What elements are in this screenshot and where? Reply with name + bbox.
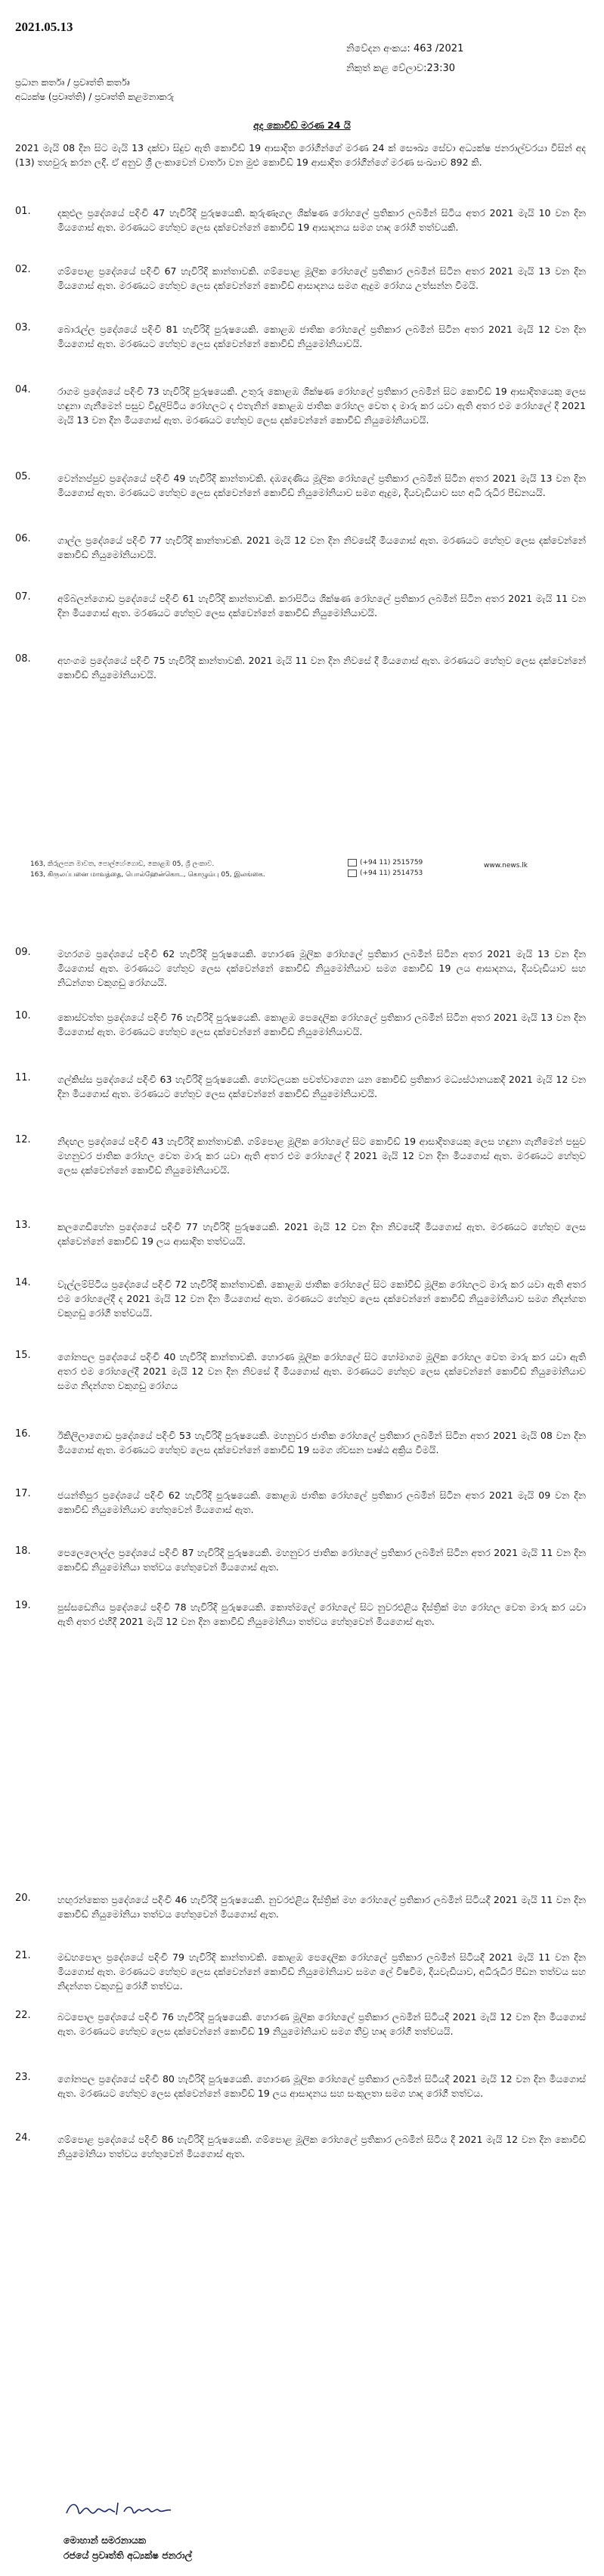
item-text: වැල්ලම්පිටිය ප්‍රදේශයේ පදිංචි 72 හැවිරිදි කාන්තාවකි. කොළඹ ජාතික රෝහලේ සිට කෝවිඩ් මූලික රෝහලට මාරු කර යවා ඇති අතර එම රෝහලේදී ද 2021 මැයි 12 වන දින මියගොස් ඇත. මරණයට හේතුව ලෙස දක්වෙන්නේ කොවිඩ් නියුමෝනියාව සමග නිදන්ගත වකුගඩු රෝගී තත්වයයි. bbox=[57, 1279, 586, 1319]
item-text: ගල්කිස්ස ප්‍රදේශයේ පදිංචි 63 හැවිරිදි පුරුෂයෙකි. හෝටලයක පවත්වාගෙන යන කොවිඩ් ප්‍රතිකාර මධ්‍යස්ථානයකදී 2021 මැයි 12 වන දින මියගොස් ඇත. මරණයට හේතුව ලෙස දක්වෙන්නේ කොවිඩ් නියුමෝනියාවයි. bbox=[57, 1074, 586, 1099]
address-sinhala: 163, කිරුලපන මාවත, පොල්හේංගොඩ, කොළඹ 05, ශ්‍රී ලංකාව. bbox=[30, 860, 215, 868]
fax: (+94 11) 2514753 bbox=[360, 870, 423, 877]
signatory-name: මොහාන් සමරනායක bbox=[63, 2534, 146, 2546]
signature-image bbox=[63, 2495, 177, 2525]
item-text: අම්බලන්ගොඩ ප්‍රදේශයේ පදිංචි 61 හැවිරිදි කාන්තාවකි. කරාපිටිය ශික්ෂණ රෝහලේ ප්‍රතිකාර ලබමින් සිටින අතර 2021 මැයි 11 වන දින මියගොස් ඇත. මරණයට හේතුව ලෙස දක්වෙන්නේ කොවිඩ් නියුමෝනියාවයි. bbox=[57, 593, 586, 618]
item-number: 23. bbox=[15, 2072, 31, 2083]
item-number: 10. bbox=[15, 1010, 31, 1021]
item-text: ඊකිලිලාගොඩ ප්‍රදේශයේ පදිංචි 53 හැවිරිදි පුරුෂයෙකි. මහනුවර ජාතික රෝහලේ ප්‍රතිකාර ලබමින් සිටින අතර 2021 මැයි 08 වන දින මියගොස් ඇත. මරණයට හේතුව ලෙස දක්වෙන්නේ කොවිඩ් 19 සමග ශ්වසන පෘෂ්ඨ අක්‍රිය වීමයි. bbox=[57, 1430, 586, 1455]
item-number: 13. bbox=[15, 1220, 31, 1231]
item-number: 20. bbox=[15, 1892, 31, 1904]
item-number: 15. bbox=[15, 1350, 31, 1361]
item-text: පෙලෙලොල්ල ප්‍රදේශයේ පදිංචි 87 හැවිරිදි පුරුෂයෙකි. මහනුවර ජාතික රෝහලේ ප්‍රතිකාර ලබමින් සිටින අතර 2021 මැයි 11 වන දින කොවිඩ් නියුමෝනියා තත්වය හේතුවෙන් මියගොස් ඇත. bbox=[57, 1547, 586, 1573]
item-number: 19. bbox=[15, 1600, 31, 1611]
signatory bbox=[63, 2533, 192, 2563]
item-text: ගම්පොළ ප්‍රදේශයේ පදිංචි 67 හැවිරිදි කාන්තාවකි. ගම්පොළ මූලික රෝහලේ ප්‍රතිකාර ලබමින් සිටින අතර 2021 මැයි 13 වන දින මියගොස් ඇත. මරණයට හේතුව ලෙස දක්වෙන්නේ කොවිඩ් ආසාදනය සමග ඇදුම රෝගය උත්සන්න වීමයි. bbox=[57, 265, 586, 291]
item-text: මඩහපොල ප්‍රදේශයේ පදිංචි 79 හැවිරිදි කාන්තාවකි. කොළඹ පෙදෙලික රෝහලේ ප්‍රතිකාර ලබමින් සිටියදී 2021 මැයි 11 වන දින මියගොස් ඇත. මරණයට හේතුව ලෙස දක්වෙන්නේ කොවිඩ් නියුමෝනියාව සමග ලේ විෂවීම, දියවැඩියාව, අධිරුධිර පීඩන තත්වය සහ නිදන්ගත වකුගඩු රෝගී තත්වය. bbox=[57, 1951, 586, 1992]
contact-numbers bbox=[348, 857, 423, 879]
item-text: රාගම ප්‍රදේශයේ පදිංචි 73 හැවිරිදි පුරුෂයෙකි. උතුරු කොළඹ ශික්ෂණ රෝහලේ ප්‍රතිකාර ලබමින් සිට කොවිඩ් 19 ආසාදිතයෙකු ලෙස හඳුනා ගැනීමෙන් පසුව විදුලිපිටිය රෝහලට ද එතැනින් කොළඹ ජාතික රෝහල වෙත ද මාරු කර යවා ඇති අතර එම රෝහලේ දී 2021 මැයි 13 වන දින මියගොස් ඇත. මරණයට හේතුව ලෙස දක්වෙන්නේ කොවිඩ් නියුමෝනියාවයි. bbox=[57, 386, 586, 426]
item-text: බටපොල ප්‍රදේශයේ පදිංචි 76 හැවිරිදි පුරුෂයෙකි. හොරණ මූලික රෝහලේ ප්‍රතිකාර ලබමින් සිටියදී 2021 මැයි 12 වන දින මියගොස් ඇත. මරණයට හේතුව ලෙස දක්වෙන්නේ කොවිඩ් 19 නියුමෝනියාව සමග තීව්‍ර හෘද රෝගී තත්වයයි. bbox=[57, 2011, 586, 2037]
signatory-title: රජයේ ප්‍රවෘත්ති අධ්‍යක්ෂ ජනරාල් bbox=[63, 2550, 193, 2561]
item-text: නිදඟල ප්‍රදේශයේ පදිංචි 43 හැවිරිදි කාන්තාවකි. ගම්පොළ මූලික රෝහලේ සිට කොවිඩ් 19 ආසාදිතයෙකු ලෙස හඳුනා ගැනීමෙන් පසුව මහනුවර ජාතික රෝහල වෙත මාරු කර යවා ඇති අතර එම රෝහලේ දී 2021 මැයි 12 වන දින මියගොස් ඇත. මරණයට හේතුව ලෙස දක්වෙන්නේ කොවිඩ් නියුමෝනියාවයි. bbox=[57, 1136, 586, 1176]
item-text: ගම්පොළ ප්‍රදේශයේ පදිංචි 86 හැවිරිදි පුරුෂයෙකි. ගම්පොළ මූලික රෝහලේ ප්‍රතිකාර ලබමින් සිටිය දී 2021 මැයි 12 වන දින කොවිඩ් නියුමෝනියා තත්වය හේතුවෙන් මියගොස් ඇත. bbox=[57, 2134, 586, 2159]
item-text: ගාල්ල ප්‍රදේශයේ පදිංචි 77 හැවිරිදි කාන්තාවකි. 2021 මැයි 12 වන දින නිවසේදී මියගොස් ඇත. මරණයට හේතුව ලෙස දක්වෙන්නේ කොවිඩ් නියුමෝනියාවයි. bbox=[57, 535, 586, 560]
intro-paragraph: 2021 මැයි 08 දින සිට මැයි 13 දක්වා සිදුව ඇති කොවිඩ් 19 ආසාදිත රෝගීන්ගේ මරණ 24 ක් සෞඛ්‍ය සේවා අධ්‍යක්ෂ ජනරාල්වරයා විසින් අද (13) තහවුරු කරන ලදී. ඒ අනුව ශ්‍රී ලංකාවෙන් වාර්තා වන මුළු කොවිඩ් 19 ආසාදිත රෝගීන්ගේ මරණ සංඛ්‍යාව 892 කි. bbox=[15, 142, 586, 168]
item-number: 09. bbox=[15, 947, 31, 958]
release-number: නිවේදන අංකය: 463 /2021 bbox=[346, 43, 464, 54]
item-number: 22. bbox=[15, 2010, 31, 2021]
letterhead-footer bbox=[15, 848, 590, 891]
item-number: 06. bbox=[15, 533, 31, 544]
item-number: 18. bbox=[15, 1545, 31, 1557]
item-number: 01. bbox=[15, 206, 31, 217]
website-link[interactable]: www.news.lk bbox=[484, 862, 528, 870]
item-text: කලගෙඩිහේන ප්‍රදේශයේ පදිංචි 77 හැවිරිදි පුරුෂයෙකි. 2021 මැයි 12 වන දින නිවසේදී මියගොස් ඇත. මරණයට හේතුව ලෙස දක්වෙන්නේ කොවිඩ් 19 ලය ආසාදිත තත්වයයි. bbox=[57, 1221, 586, 1247]
item-number: 02. bbox=[15, 264, 31, 275]
recipient-line-1: ප්‍රධාන කර්තෘ / ප්‍රවෘත්ති කර්තෘ bbox=[15, 77, 130, 88]
item-number: 08. bbox=[15, 653, 31, 665]
item-text: කොස්වත්ත ප්‍රදේශයේ පදිංචි 76 හැවිරිදි පුරුෂයෙකි. කොළඹ පෙදෙලික රෝහලේ ප්‍රතිකාර ලබමින් සිටින අතර 2021 මැයි 13 වන දින මියගොස් ඇත. මරණයට හේතුව ලෙස දක්වෙන්නේ කොවිඩ් නියුමෝනියාවයි. bbox=[57, 1012, 586, 1037]
item-text: වෙන්නප්පුව ප්‍රදේශයේ පදිංචි 49 හැවිරිදි කාන්තාවකි. දඹදෙණිය මූලික රෝහලේ ප්‍රතිකාර ලබමින් සිටින අතර 2021 මැයි 13 වන දින මියගොස් ඇත. මරණයට හේතුව ලෙස දක්වෙන්නේ කොවිඩ් නියුමෝනියාව සමග ඇදුම, දියවැඩියාව සහ අධි රුධිර පීඩනයයි. bbox=[57, 473, 586, 498]
release-meta bbox=[346, 39, 463, 79]
item-number: 12. bbox=[15, 1134, 31, 1145]
item-number: 17. bbox=[15, 1488, 31, 1499]
item-text: බොරැල්ල ප්‍රදේශයේ පදිංචි 81 හැවිරිදි පුරුෂයෙකි. කොළඹ ජාතික රෝහලේ ප්‍රතිකාර ලබමින් සිටින අතර 2021 මැයි 12 වන දින මියගොස් ඇත. මරණයට හේතුව ලෙස දක්වෙන්නේ කොවිඩ් නියුමෝනියාවයි. bbox=[57, 324, 586, 349]
item-text: ගෝනපල ප්‍රදේශයේ පදිංචි 80 හැවිරිදි පුරුෂයෙකි. හොරණ මූලික රෝහලේ ප්‍රතිකාර ලබමින් සිටියදී 2021 මැයි 12 වන දින මියගොස් ඇත. මරණයට හේතුව ලෙස දක්වෙන්නේ කොවිඩ් 19 ලය ආසාදනය සහ සංකූලතා සමග හෘද රෝගී තත්වය. bbox=[57, 2073, 586, 2099]
fax-icon bbox=[348, 870, 357, 877]
telephone: (+94 11) 2515759 bbox=[360, 859, 423, 866]
item-text: ජයන්තිපුර ප්‍රදේශයේ පදිංචි 62 හැවිරිදි පුරුෂයෙකි. කොළඹ ජාතික රෝහලේ ප්‍රතිකාර ලබමින් සිටින අතර 2021 මැයි 09 වන දින කොවිඩ් නියුමෝනියාව හේතුවෙන් මියගොස් ඇත. bbox=[57, 1489, 586, 1515]
item-number: 24. bbox=[15, 2132, 31, 2144]
address-tamil: 163, கிருலப்பனை மாவத்தை, பொல்ஹேன்கொட, கொழும்பு 05, இலங்கை. bbox=[30, 871, 265, 879]
release-time: නිකුත් කළ වේලාව:23:30 bbox=[346, 63, 455, 74]
recipient-line-2: අධ්‍යක්ෂ (ප්‍රවෘත්ති) / ප්‍රවෘත්ති කළමනාකරු bbox=[15, 91, 175, 102]
item-number: 03. bbox=[15, 322, 31, 333]
phone-icon bbox=[348, 859, 357, 866]
item-text: මහරගම ප්‍රදේශයේ පදිංචි 62 හැවිරිදි පුරුෂයෙකි. හොරණ මූලික රෝහලේ ප්‍රතිකාර ලබමින් සිටින අතර 2021 මැයි 13 වන දින මියගොස් ඇත. මරණයට හේතුව ලෙස දක්වෙන්නේ කොවිඩ් නියුමෝනියාව සමග කොවිඩ් 19 ලය ආසාදනය, දියවැඩියාව සහ නිධන්ගත වකුගඩු රෝගයයි. bbox=[57, 948, 586, 988]
item-text: පුස්සඩෙනිය ප්‍රදේශයේ පදිංචි 78 හැවිරිදි පුරුෂයෙකි. කොත්මලේ රෝහලේ සිට නුවරඑළිය දිස්ත්‍රික් මහ රෝහල වෙත මාරු කර යවා ඇති අතර එහිදී 2021 මැයි 12 වන දින කොවිඩ් නියුමෝනියා තත්වය හේතුවෙන් මියගොස් ඇත. bbox=[57, 1601, 586, 1627]
item-text: හඟුරන්කෙත ප්‍රදේශයේ පදිංචි 46 හැවිරිදි පුරුෂයෙකි. නුවරඑළිය දිස්ත්‍රික් මහ රෝහලේ ප්‍රතිකාර ලබමින් සිටියදී 2021 මැයි 11 වන දින කොවිඩ් නියුමෝනියා තත්වය හේතුවෙන් මියගොස් ඇත. bbox=[57, 1894, 586, 1920]
item-text: දකුළුල ප්‍රදේශයේ පදිංචි 47 හැවිරිදි පුරුෂයෙකි. කුරුණෑගල ශික්ෂණ රෝහලේ ප්‍රතිකාර ලබමින් සිටිය අතර 2021 මැයි 10 වන දින මියගොස් ඇත. මරණයට හේතුව ලෙස දක්වෙන්නේ කොවිඩ් 19 ආසාදනය සමග හෘද රෝගී තත්වයකි. bbox=[57, 207, 586, 233]
item-text: ගෝනපල ප්‍රදේශයේ පදිංචි 40 හැවිරිදි කාන්තාවකි. හොරණ මූලික රෝහලේ සිට හෝමාගම මූලික රෝහල වෙත මාරු කර යවා ඇති අතර එම රෝහලේදී 2021 මැයි 12 වන දින නිවසේ දී මියගොස් ඇත. මරණයට හේතුව ලෙස දක්වෙන්නේ කොවිඩ් නියුමෝනියාව සමග නිදන්ගත වකුගඩු රෝගය bbox=[57, 1351, 586, 1391]
release-date: 2021.05.13 bbox=[15, 20, 73, 34]
item-number: 14. bbox=[15, 1277, 31, 1288]
recipients bbox=[15, 76, 174, 104]
document-title: අද කොවිඩ් මරණ 24 යි bbox=[253, 119, 351, 131]
item-number: 05. bbox=[15, 471, 31, 482]
item-number: 11. bbox=[15, 1072, 31, 1083]
item-text: අහංගම ප්‍රදේශයේ පදිංචි 75 හැවිරිදි කාන්තාවකි. 2021 මැයි 11 වන දින නිවසේ දී මියගොස් ඇත. මරණයට හේතුව ලෙස දක්වෙන්නේ කොවිඩ් නියුමෝනියාවයි. bbox=[57, 655, 586, 680]
item-number: 07. bbox=[15, 591, 31, 603]
item-number: 04. bbox=[15, 384, 31, 395]
item-number: 21. bbox=[15, 1950, 31, 1961]
item-number: 16. bbox=[15, 1428, 31, 1440]
